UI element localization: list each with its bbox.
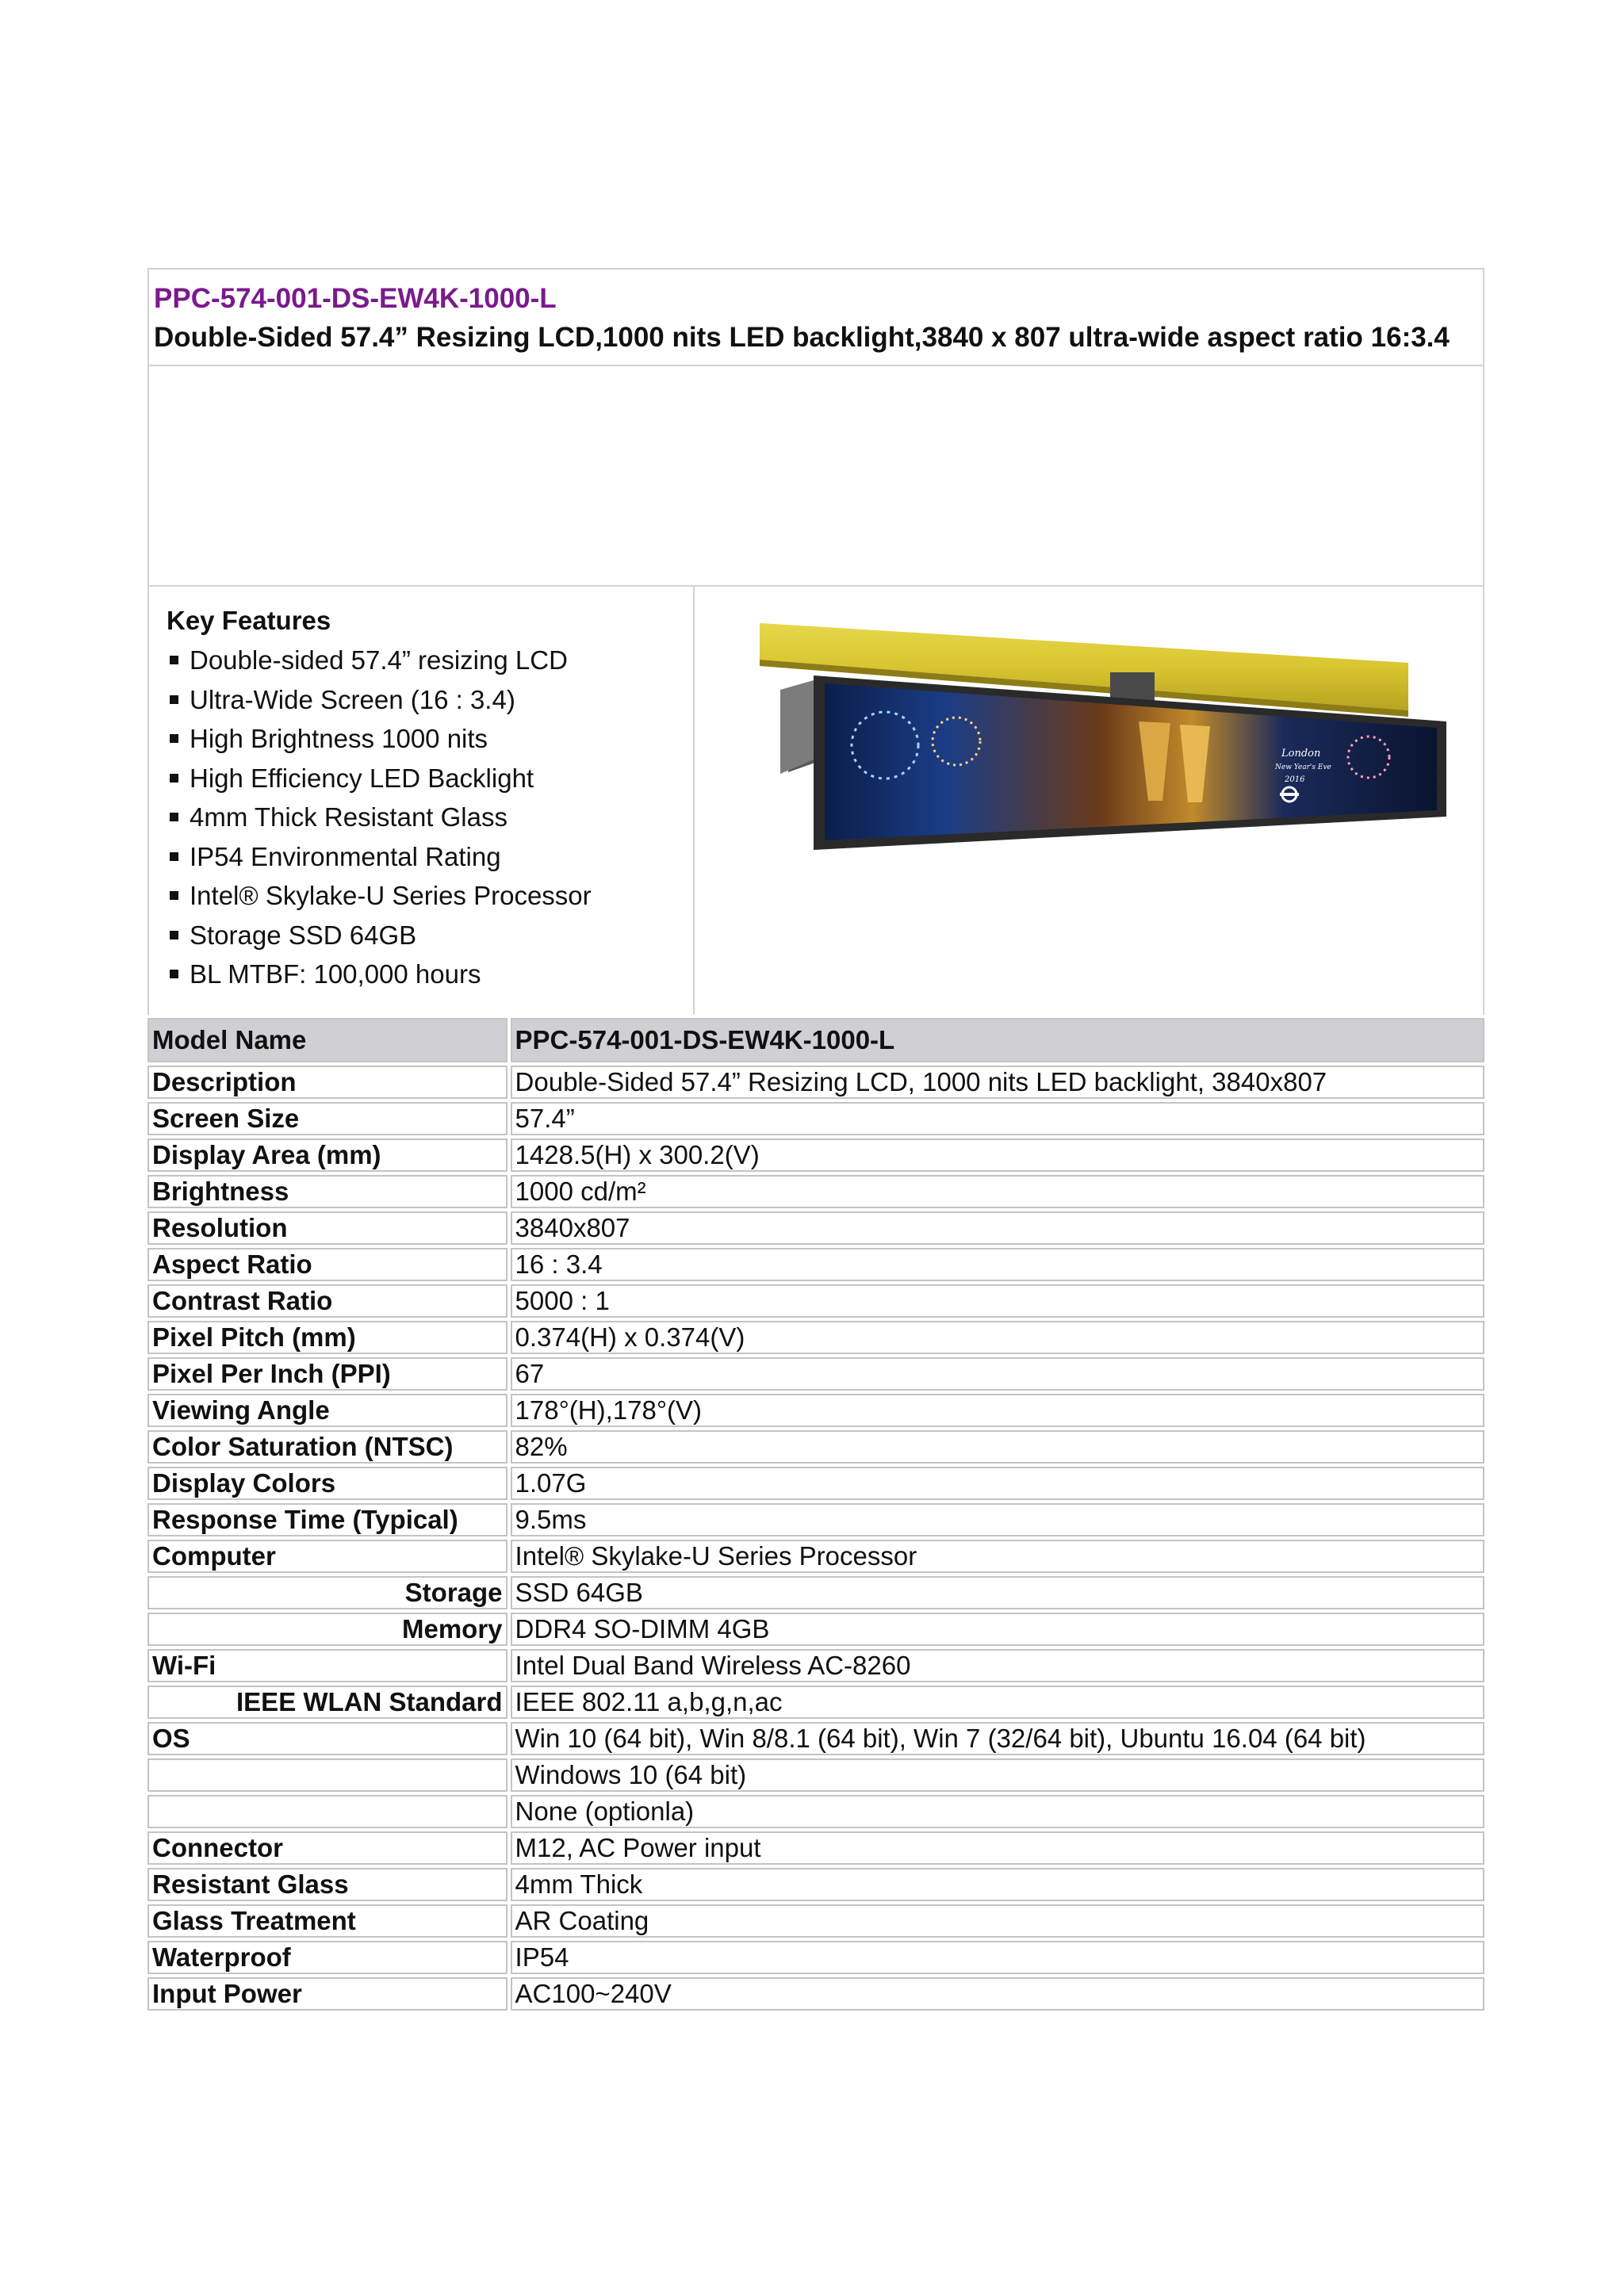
- spec-label: Model Name: [147, 1018, 508, 1062]
- table-row: [147, 1175, 1484, 1208]
- table-row: [147, 1211, 1484, 1245]
- table-row: [147, 1467, 1484, 1500]
- table-row: [147, 1649, 1484, 1682]
- bullet-icon: [170, 656, 178, 664]
- bullet-icon: [170, 931, 178, 939]
- table-row: [147, 1503, 1484, 1536]
- spec-label: Pixel Per Inch (PPI): [147, 1357, 508, 1391]
- spec-value: 3840x807: [511, 1211, 1484, 1245]
- spec-value: Intel Dual Band Wireless AC-8260: [511, 1649, 1484, 1682]
- spec-label: Resistant Glass: [147, 1868, 508, 1901]
- spec-value: None (optionla): [511, 1795, 1484, 1828]
- spec-value: IP54: [511, 1941, 1484, 1974]
- datasheet: [147, 268, 1484, 2014]
- table-row: [147, 1102, 1484, 1135]
- spec-value: 9.5ms: [511, 1503, 1484, 1536]
- spec-label: Connector: [147, 1831, 508, 1865]
- product-photo: [695, 587, 1484, 1015]
- spec-value: 5000 : 1: [511, 1284, 1484, 1318]
- spec-value: 178°(H),178°(V): [511, 1394, 1484, 1427]
- spec-label: Computer: [147, 1540, 508, 1573]
- table-row: [147, 1066, 1484, 1099]
- bullet-icon: [170, 774, 178, 783]
- spec-value: 1000 cd/m²: [511, 1175, 1484, 1208]
- spec-label: Memory: [147, 1613, 508, 1646]
- spec-label: Display Colors: [147, 1467, 508, 1500]
- spec-value: 82%: [511, 1430, 1484, 1464]
- bullet-icon: [170, 813, 178, 821]
- table-row: [147, 1831, 1484, 1865]
- spec-value: 1428.5(H) x 300.2(V): [511, 1138, 1484, 1172]
- spec-table: [144, 1015, 1488, 2014]
- table-row: [147, 1941, 1484, 1974]
- feature-item: 4mm Thick Resistant Glass: [167, 798, 693, 837]
- table-row: [147, 1904, 1484, 1938]
- table-row: [147, 1357, 1484, 1391]
- spec-label: Resolution: [147, 1211, 508, 1245]
- table-row: [147, 1248, 1484, 1281]
- bullet-icon: [170, 734, 178, 743]
- features-section: [147, 587, 1484, 1015]
- table-row: [147, 1613, 1484, 1646]
- table-row: [147, 1686, 1484, 1719]
- spec-value: AC100~240V: [511, 1977, 1484, 2011]
- spec-value: SSD 64GB: [511, 1576, 1484, 1609]
- spec-label: Description: [147, 1066, 508, 1099]
- spec-label: Wi-Fi: [147, 1649, 508, 1682]
- spec-value: Windows 10 (64 bit): [511, 1758, 1484, 1792]
- spec-label: Storage: [147, 1576, 508, 1609]
- key-features-panel: [147, 587, 695, 1015]
- spec-value: 67: [511, 1357, 1484, 1391]
- spec-label: Aspect Ratio: [147, 1248, 508, 1281]
- feature-item: Storage SSD 64GB: [167, 916, 693, 955]
- feature-item: IP54 Environmental Rating: [167, 837, 693, 877]
- spec-label: OS: [147, 1722, 508, 1755]
- bullet-icon: [170, 970, 178, 978]
- spec-label: Pixel Pitch (mm): [147, 1321, 508, 1354]
- feature-item: High Brightness 1000 nits: [167, 719, 693, 759]
- key-features-list: [167, 641, 693, 994]
- spec-label: Contrast Ratio: [147, 1284, 508, 1318]
- feature-item: High Efficiency LED Backlight: [167, 759, 693, 798]
- feature-item: Intel® Skylake-U Series Processor: [167, 876, 693, 916]
- blank-banner-area: [147, 366, 1484, 587]
- spec-value: DDR4 SO-DIMM 4GB: [511, 1613, 1484, 1646]
- screen-text: London: [1281, 748, 1321, 760]
- table-header-row: [147, 1018, 1484, 1062]
- spec-value: Intel® Skylake-U Series Processor: [511, 1540, 1484, 1573]
- product-photo-illustration: [695, 587, 1484, 1015]
- bullet-icon: [170, 891, 178, 900]
- spec-value: 0.374(H) x 0.374(V): [511, 1321, 1484, 1354]
- screen-text: New Year's Eve: [1275, 763, 1331, 771]
- feature-item: BL MTBF: 100,000 hours: [167, 955, 693, 994]
- table-row: [147, 1394, 1484, 1427]
- spec-label: Screen Size: [147, 1102, 508, 1135]
- model-title: PPC-574-001-DS-EW4K-1000-L: [154, 283, 557, 314]
- screen-text: 2016: [1285, 775, 1305, 784]
- spec-label: Display Area (mm): [147, 1138, 508, 1172]
- spec-value: Win 10 (64 bit), Win 8/8.1 (64 bit), Win 7 (32/64 bit), Ubuntu 16.04 (64 bit): [511, 1722, 1484, 1755]
- key-features-title: Key Features: [167, 606, 331, 635]
- table-row: [147, 1576, 1484, 1609]
- spec-value: 57.4”: [511, 1102, 1484, 1135]
- feature-item: Double-sided 57.4” resizing LCD: [167, 641, 693, 680]
- table-row: [147, 1284, 1484, 1318]
- spec-label: Viewing Angle: [147, 1394, 508, 1427]
- table-row: [147, 1321, 1484, 1354]
- spec-value: PPC-574-001-DS-EW4K-1000-L: [511, 1018, 1484, 1062]
- table-row: [147, 1540, 1484, 1573]
- spec-label: [147, 1795, 508, 1828]
- table-row: [147, 1977, 1484, 2011]
- spec-value: M12, AC Power input: [511, 1831, 1484, 1865]
- table-row: [147, 1868, 1484, 1901]
- spec-value: 16 : 3.4: [511, 1248, 1484, 1281]
- spec-value: AR Coating: [511, 1904, 1484, 1938]
- spec-value: 1.07G: [511, 1467, 1484, 1500]
- spec-label: [147, 1758, 508, 1792]
- spec-label: Glass Treatment: [147, 1904, 508, 1938]
- spec-label: Color Saturation (NTSC): [147, 1430, 508, 1464]
- spec-label: Response Time (Typical): [147, 1503, 508, 1536]
- table-row: [147, 1758, 1484, 1792]
- bullet-icon: [170, 695, 178, 704]
- product-description: Double-Sided 57.4” Resizing LCD,1000 nits LED backlight,3840 x 807 ultra-wide aspect ratio 16:3.4: [154, 322, 1450, 353]
- spec-value: 4mm Thick: [511, 1868, 1484, 1901]
- spec-label: Brightness: [147, 1175, 508, 1208]
- table-row: [147, 1795, 1484, 1828]
- spec-label: Waterproof: [147, 1941, 508, 1974]
- feature-item: Ultra-Wide Screen (16 : 3.4): [167, 680, 693, 720]
- title-block: [147, 268, 1484, 366]
- table-row: [147, 1722, 1484, 1755]
- spec-value: Double-Sided 57.4” Resizing LCD, 1000 nits LED backlight, 3840x807: [511, 1066, 1484, 1099]
- spec-value: IEEE 802.11 a,b,g,n,ac: [511, 1686, 1484, 1719]
- spec-label: IEEE WLAN Standard: [147, 1686, 508, 1719]
- table-row: [147, 1138, 1484, 1172]
- table-row: [147, 1430, 1484, 1464]
- spec-label: Input Power: [147, 1977, 508, 2011]
- bullet-icon: [170, 852, 178, 861]
